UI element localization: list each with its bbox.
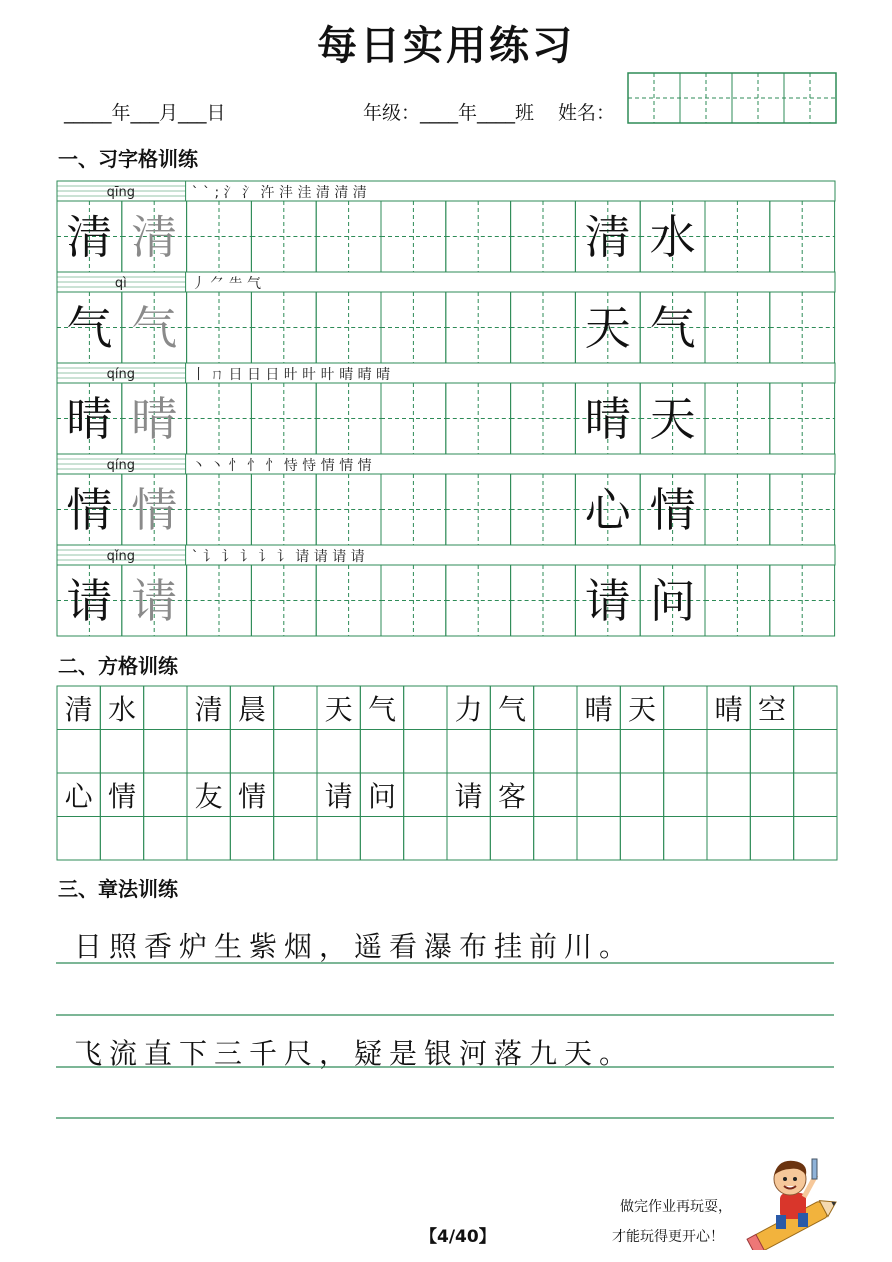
square-cell[interactable] <box>230 730 273 774</box>
word-character: 情 <box>649 483 696 537</box>
square-character: 请 <box>324 780 353 813</box>
square-cell[interactable] <box>794 773 837 817</box>
square-character: 心 <box>64 780 93 813</box>
square-cell[interactable] <box>57 817 100 861</box>
stroke-order: ` ` ; 氵 氵 汻 沣 洼 清 清 清 <box>191 185 367 201</box>
square-cell[interactable] <box>274 730 317 774</box>
poem-line-1: 日照香炉生紫烟，遥看瀑布挂前川。 <box>74 930 635 963</box>
square-cell[interactable] <box>274 817 317 861</box>
trace-character[interactable]: 清 <box>131 210 178 264</box>
square-cell[interactable] <box>490 730 533 774</box>
square-cell[interactable] <box>187 730 230 774</box>
square-character: 问 <box>367 780 397 813</box>
square-character: 晨 <box>237 693 267 726</box>
square-cell[interactable] <box>664 773 707 817</box>
square-cell[interactable] <box>664 730 707 774</box>
square-character: 晴 <box>584 693 613 726</box>
square-cell[interactable] <box>317 817 360 861</box>
square-character: 气 <box>367 693 397 726</box>
square-character: 天 <box>627 693 657 726</box>
square-cell[interactable] <box>57 730 100 774</box>
square-character: 晴 <box>714 693 743 726</box>
square-grid <box>56 685 838 861</box>
square-cell[interactable] <box>144 773 187 817</box>
square-cell[interactable] <box>664 817 707 861</box>
pinyin-label: qì <box>114 276 127 291</box>
square-cell[interactable] <box>577 730 620 774</box>
practice-row <box>57 545 835 636</box>
model-character: 晴 <box>66 392 113 446</box>
square-cell[interactable] <box>144 730 187 774</box>
footer-note-2: 才能玩得更开心！ <box>612 1229 724 1245</box>
word-character: 请 <box>584 574 631 628</box>
square-cell[interactable] <box>534 773 577 817</box>
square-cell[interactable] <box>404 817 447 861</box>
word-character: 晴 <box>584 392 631 446</box>
square-cell[interactable] <box>100 730 143 774</box>
square-cell[interactable] <box>404 730 447 774</box>
word-character: 清 <box>584 210 631 264</box>
square-cell[interactable] <box>447 730 490 774</box>
practice-row <box>57 363 835 454</box>
pinyin-label: qíng <box>106 458 135 473</box>
model-character: 请 <box>66 574 113 628</box>
poem-line-2: 飞流直下三千尺，疑是银河落九天。 <box>74 1037 635 1070</box>
square-cell[interactable] <box>317 730 360 774</box>
practice-row <box>57 272 835 363</box>
practice-grid <box>56 180 836 638</box>
square-cell[interactable] <box>490 817 533 861</box>
stroke-order: 丿 ⺈ ⺧ 气 <box>191 276 261 292</box>
square-character: 请 <box>454 780 483 813</box>
square-cell[interactable] <box>794 817 837 861</box>
mascot-illustration <box>742 1155 848 1250</box>
word-character: 问 <box>649 574 696 628</box>
square-character: 情 <box>107 780 137 813</box>
trace-character[interactable]: 晴 <box>131 392 178 446</box>
model-character: 清 <box>66 210 113 264</box>
square-cell[interactable] <box>144 686 187 730</box>
square-character: 情 <box>237 780 267 813</box>
pinyin-label: qíng <box>106 367 135 382</box>
stroke-order: 丶 丶 忄 忄 忄 恃 恃 情 情 情 <box>191 458 372 474</box>
square-cell[interactable] <box>750 773 793 817</box>
trace-character[interactable]: 请 <box>131 574 178 628</box>
square-character: 气 <box>497 693 527 726</box>
square-cell[interactable] <box>577 773 620 817</box>
word-character: 天 <box>649 392 696 446</box>
practice-row <box>57 181 835 272</box>
square-cell[interactable] <box>620 817 663 861</box>
square-cell[interactable] <box>534 686 577 730</box>
square-cell[interactable] <box>577 817 620 861</box>
name-grid[interactable] <box>627 72 839 126</box>
model-character: 情 <box>66 483 113 537</box>
square-cell[interactable] <box>707 773 750 817</box>
word-character: 水 <box>649 210 696 264</box>
name-label: 姓名： <box>558 102 616 124</box>
square-cell[interactable] <box>274 773 317 817</box>
square-character: 清 <box>194 693 223 726</box>
page-title: 每日实用练习 <box>317 23 575 69</box>
stroke-order: ` 讠 讠 讠 讠 讠 请 请 请 请 <box>191 549 365 565</box>
square-character: 力 <box>454 693 483 726</box>
square-cell[interactable] <box>360 730 403 774</box>
square-character: 空 <box>757 693 787 726</box>
trace-character[interactable]: 气 <box>131 301 178 355</box>
square-cell[interactable] <box>794 730 837 774</box>
square-cell[interactable] <box>360 817 403 861</box>
pinyin-label: qǐng <box>106 549 135 564</box>
square-cell[interactable] <box>707 817 750 861</box>
pinyin-label: qīng <box>106 185 135 200</box>
section-3-heading: 三、章法训练 <box>58 877 178 901</box>
square-character: 天 <box>324 693 353 726</box>
square-cell[interactable] <box>750 817 793 861</box>
square-cell[interactable] <box>534 817 577 861</box>
section-1-heading: 一、习字格训练 <box>58 147 198 171</box>
footer-note-1: 做完作业再玩耍， <box>620 1199 732 1215</box>
square-cell[interactable] <box>230 817 273 861</box>
grade-line[interactable]: 年级：____年____班 <box>363 102 535 124</box>
square-cell[interactable] <box>447 817 490 861</box>
square-cell[interactable] <box>100 817 143 861</box>
practice-row <box>57 454 835 545</box>
square-cell[interactable] <box>707 730 750 774</box>
square-cell[interactable] <box>620 730 663 774</box>
date-line[interactable]: _____年___月___日 <box>64 102 226 124</box>
word-character: 气 <box>649 301 696 355</box>
square-cell[interactable] <box>187 817 230 861</box>
square-cell[interactable] <box>620 773 663 817</box>
stroke-order: 丨 ㄇ 日 日 日 旪 旪 旪 晴 晴 晴 <box>191 367 391 383</box>
square-cell[interactable] <box>274 686 317 730</box>
model-character: 气 <box>66 301 113 355</box>
square-character: 水 <box>107 693 137 726</box>
square-cell[interactable] <box>404 773 447 817</box>
word-character: 心 <box>584 483 631 537</box>
square-character: 清 <box>64 693 93 726</box>
square-cell[interactable] <box>534 730 577 774</box>
trace-character[interactable]: 情 <box>131 483 178 537</box>
page-number: 【4/40】 <box>420 1227 496 1247</box>
square-character: 友 <box>194 780 223 813</box>
square-cell[interactable] <box>404 686 447 730</box>
writing-lines[interactable] <box>56 955 836 1125</box>
section-2-heading: 二、方格训练 <box>58 654 178 678</box>
square-cell[interactable] <box>794 686 837 730</box>
square-character: 客 <box>497 780 527 813</box>
word-character: 天 <box>584 301 631 355</box>
square-cell[interactable] <box>750 730 793 774</box>
square-cell[interactable] <box>664 686 707 730</box>
square-cell[interactable] <box>144 817 187 861</box>
